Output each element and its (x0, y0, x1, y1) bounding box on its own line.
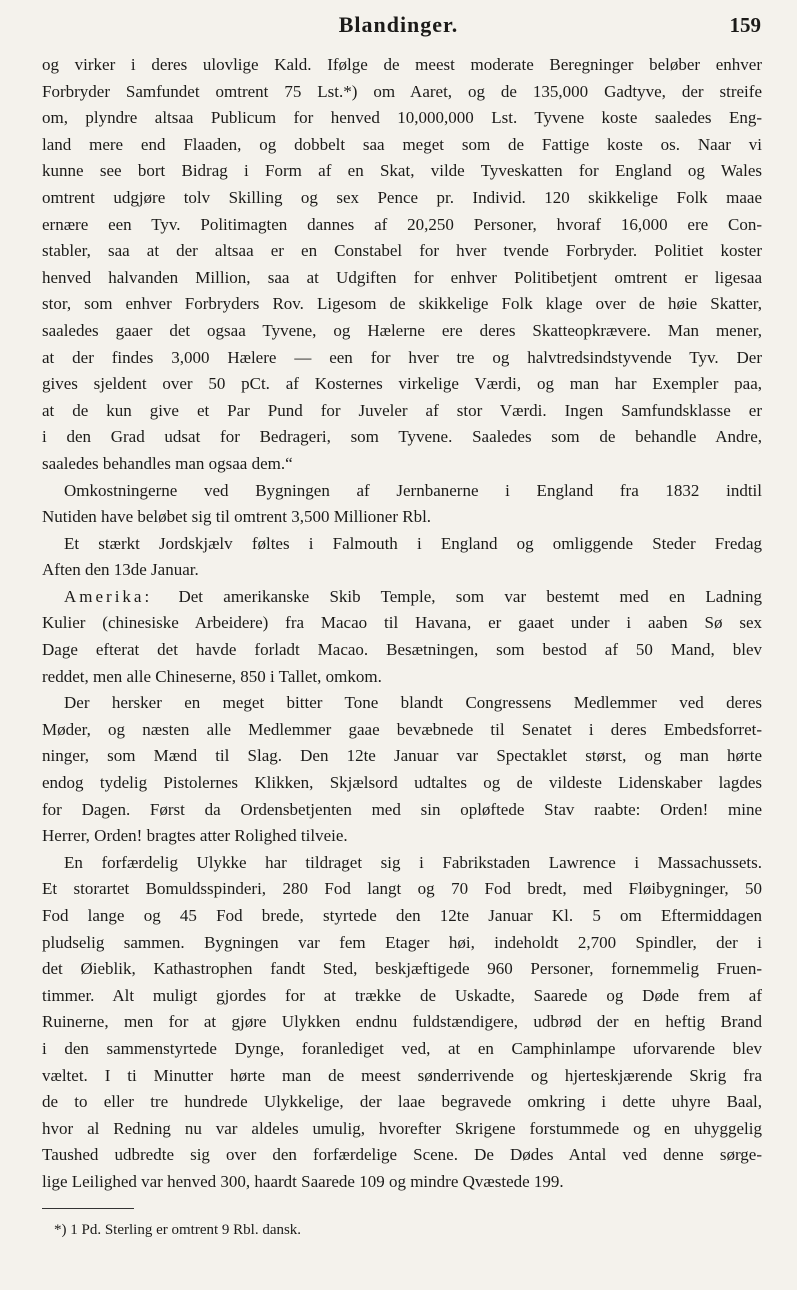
paragraph (42, 690, 762, 850)
text-line: ernære een Tyv. Politimagten dannes af 20,250 Personer, hvoraf 16,000 ere Con- (42, 214, 762, 234)
text-line: Der hersker en meget bitter Tone blandt Congressens Medlemmer ved deres (64, 693, 762, 713)
text-line (42, 584, 762, 611)
paragraph (42, 531, 762, 584)
paragraph (42, 52, 762, 478)
text-line: omtrent udgjøre tolv Skilling og sex Pence pr. Individ. 120 skikkelige Folk maae (42, 187, 762, 207)
text-line: endog tydelig Pistolernes Klikken, Skjælsord udtaltes og de vildeste Lidenskaber lagdes (42, 773, 762, 793)
text-line: det Øieblik, Kathastrophen fandt Sted, beskjæftigede 960 Personer, fornemmelig Fruen- (42, 959, 762, 979)
text-line: væltet. I ti Minutter hørte man de meest sønderrivende og hjerteskjærende Skrig fra (42, 1065, 762, 1085)
running-title: Blandinger. (338, 12, 459, 37)
text-line: Ruinerne, men for at gjøre Ulykken endnu fuldstændigere, udbrød der en heftig Brand (42, 1012, 762, 1032)
text-line: timmer. Alt muligt gjordes for at trække de Uskadte, Saarede og Døde frem af (42, 985, 762, 1005)
text-line: stabler, saa at der altsaa er en Constabel for hver tvende Forbryder. Politiet koster (42, 241, 762, 261)
page-number: 159 (729, 13, 761, 37)
text-line: Nutiden have beløbet sig til omtrent 3,500 Millioner Rbl. (42, 507, 432, 527)
text-line: Herrer, Orden! bragtes atter Rolighed tilveie. (42, 826, 348, 846)
text-line: de to eller tre hundrede Ulykkelige, der laae begravede omkring i dette uhyre Baal, (42, 1092, 762, 1112)
text-line: at de kun give et Par Pund for Juveler af stor Værdi. Ingen Samfundsklasse er (42, 400, 762, 420)
text-line: hvor al Redning nu var aldeles umulig, hvorefter Skrigene forstummede og en uhyggelig (42, 1118, 762, 1138)
text-line: Fod lange og 45 Fod brede, styrtede den 12te Januar Kl. 5 om Eftermiddagen (42, 906, 762, 925)
text-line: pludselig sammen. Bygningen var fem Etager høi, indeholdt 2,700 Spindler, der i (42, 932, 762, 952)
text-line: for Dagen. Først da Ordensbetjenten med sin opløftede Stav raabte: Orden! mine (42, 799, 762, 819)
text-line: Kulier (chinesiske Arbeidere) fra Macao til Havana, er gaaet under i aaben Sø sex (42, 613, 762, 633)
paragraph (42, 584, 762, 690)
text-line: stor, som enhver Forbryders Rov. Ligesom de skikkelige Folk klage over de høie Skatter, (42, 294, 762, 314)
text-line: og virker i deres ulovlige Kald. Ifølge de meest moderate Beregninger beløber enhver (42, 55, 762, 74)
text-line: kunne see bort Bidrag i Form af en Skat, vilde Tyveskatten for England og Wales (42, 161, 762, 181)
text-line: saaledes behandles man ogsaa dem.“ (42, 453, 293, 473)
text-line: Dage efterat det havde forladt Macao. Besætningen, som bestod af 50 Mand, blev (42, 640, 762, 660)
text-line: lige Leilighed var henved 300, haardt Saarede 109 og mindre Qvæstede 199. (42, 1171, 564, 1191)
text-line: ninger, som Mænd til Slag. Den 12te Januar var Spectaklet størst, og man hørte (42, 746, 762, 766)
text-line: Omkostningerne ved Bygningen af Jernbanerne i England fra 1832 indtil (64, 480, 762, 500)
text-line: Forbryder Samfundet omtrent 75 Lst.*) om Aaret, og de 135,000 Gadtyve, der streife (42, 81, 762, 101)
paragraph (42, 850, 762, 1196)
text-line: i den Grad udsat for Bedrageri, som Tyvene. Saaledes som de behandle Andre, (42, 427, 762, 447)
text-line: Aften den 13de Januar. (42, 560, 199, 580)
text-line: Møder, og næsten alle Medlemmer gaae bevæbnede til Senatet i deres Embedsforret- (42, 719, 762, 739)
text-line: henved halvanden Million, saa at Udgiften for enhver Politibetjent omtrent er ligesaa (42, 267, 762, 287)
text-line: i den sammenstyrtede Dynge, foranlediget ved, at en Camphinlampe uforvarende blev (42, 1038, 762, 1058)
text-line: at der findes 3,000 Hælere — een for hver tre og halvtredsindstyvende Tyv. Der (42, 347, 762, 367)
footnote: *) 1 Pd. Sterling er omtrent 9 Rbl. dansk. (54, 1222, 302, 1238)
paragraph (42, 478, 762, 531)
body-text (42, 52, 762, 1196)
text-line: En forfærdelig Ulykke har tildraget sig i Fabrikstaden Lawrence i Massachussets. (64, 852, 762, 872)
text-line: Et storartet Bomuldsspinderi, 280 Fod langt og 70 Fod bredt, med Fløibygninger, 50 (42, 879, 762, 899)
text-line: reddet, men alle Chineserne, 850 i Tallet, omkom. (42, 666, 382, 686)
text-line: om, plyndre altsaa Publicum for henved 10,000,000 Lst. Tyvene koste saaledes Eng- (42, 108, 762, 128)
section-lead: Amerika: (64, 586, 153, 606)
text-line: saaledes gaaer det ogsaa Tyvene, og Hælerne ere deres Skatteopkrævere. Man mener, (42, 320, 762, 340)
text-line: land mere end Flaaden, og dobbelt saa meget som de Fattige koste os. Naar vi (42, 134, 762, 154)
text-line: gives sjeldent over 50 pCt. af Kosternes virkelige Værdi, og man har Exempler paa, (42, 374, 762, 394)
text-line: Taushed udbredte sig over den forfærdelige Scene. De Dødes Antal ved denne sørge- (42, 1145, 762, 1165)
text-line: Et stærkt Jordskjælv føltes i Falmouth i England og omliggende Steder Fredag (64, 533, 762, 553)
line-text: Det amerikanske Skib Temple, som var bestemt med en Ladning (178, 586, 762, 606)
footnote-divider (42, 1208, 134, 1209)
